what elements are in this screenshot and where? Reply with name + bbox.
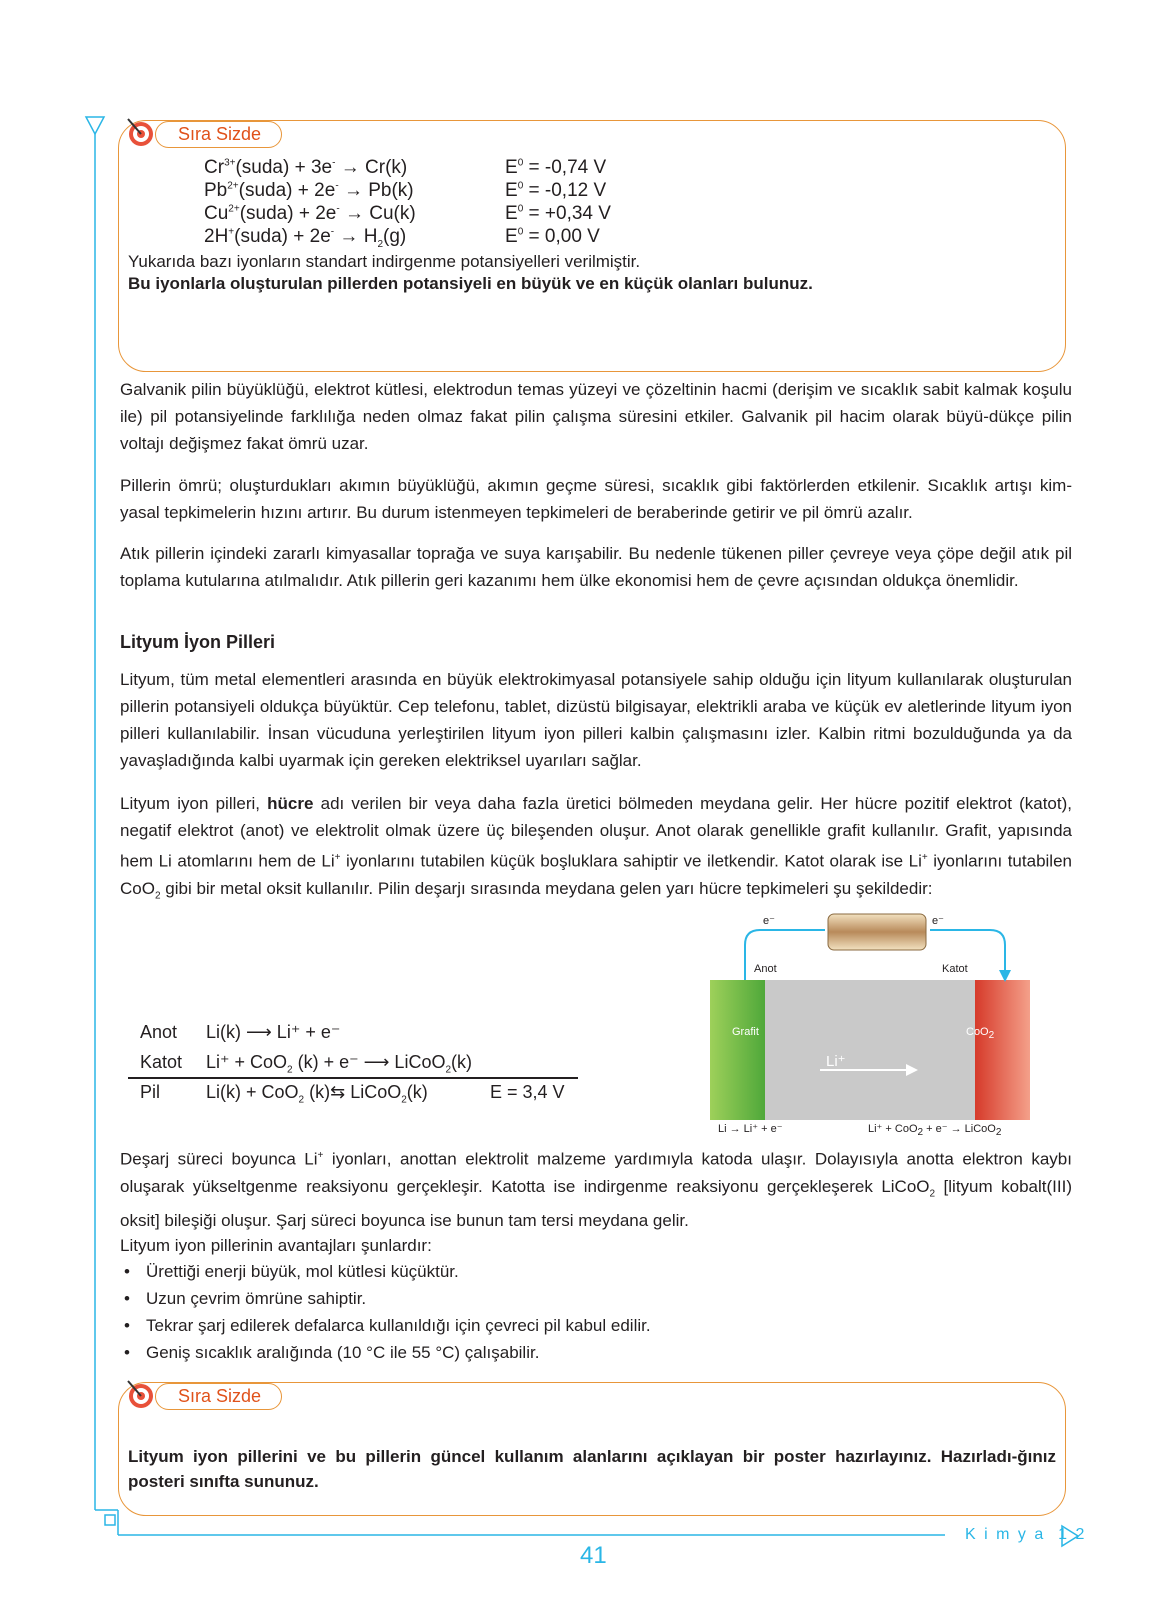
anode-reaction-label: Li → Li⁺ + e⁻ xyxy=(718,1123,783,1135)
katot-label: Katot xyxy=(140,1052,183,1072)
electron-label: e⁻ xyxy=(763,915,775,927)
katot-equation: Li⁺ + CoO$_2$ (k) + e⁻ ⟶ LiCoO$_2$(k) xyxy=(206,1052,473,1076)
cathode-reaction-label: Li⁺ + CoO$_2$ + e⁻ → LiCoO$_2$ xyxy=(868,1123,1002,1139)
box2-question: Lityum iyon pillerini ve bu pillerin güncel kullanım alanlarını açıklayan bir poster hazırlayınız. Hazırladı-ğınız posteri sınıfta sununuz. xyxy=(128,1447,1056,1491)
sira-sizde-tag: Sıra Sizde xyxy=(155,1383,282,1410)
box1-question: Bu iyonlarla oluşturulan pillerden potansiyeli en büyük ve en küçük olanları bulunuz. xyxy=(128,274,813,293)
electron-label: e⁻ xyxy=(932,915,944,927)
paragraph: Atık pillerin içindeki zararlı kimyasallar toprağa ve suya karışabilir. Bu nedenle tükenen piller çevreye veya çöpe değil atık pil toplama kutularına atılmalıdır. Atık pillerin geri kazanımı hem ülke ekonomisi hem de çevre açısından oldukça önemlidir. xyxy=(120,544,1072,590)
anot-label: Anot xyxy=(140,1022,178,1042)
coo2-label: CoO$_2$ xyxy=(966,1026,995,1042)
list-item: • Uzun çevrim ömrüne sahiptir. xyxy=(120,1285,651,1312)
e0-value: $E^0 = -0,74$ V xyxy=(505,157,607,178)
paragraph: Lityum, tüm metal elementleri arasında en büyük elektrokimyasal potansiyele sahip olduğu için lityum kullanılarak oluşturulan pillerin potansiyeli oldukça büyüktür. Cep telefonu, tablet, dizüstü bilgisayar, elektrikli araba ve küçük ev aletlerinde lityum iyon pilleri kullanılabilir. İnsan vücuduna yerleştirilen lityum iyon pilleri kalbin çalışmasını izler. Kalbin ritmi bozulduğunda ya da yavaşladığında kalbi uyarmak için gereken elektriksel uyarıları sağlar. xyxy=(120,670,1072,770)
e0-value: $E^0 = -0,12$ V xyxy=(505,180,607,201)
pil-equation: Li(k) + CoO$_2$ (k)⇆ LiCoO$_2$(k) xyxy=(206,1082,428,1106)
reaction-divider xyxy=(128,1077,578,1079)
equation-row: 2H+(suda) + $2e^- \to H_2(g)$ xyxy=(204,226,407,250)
paragraph: Lityum iyon pilleri, hücre adı verilen bir veya daha fazla üretici bölmeden meydana gelir. Her hücre pozitif elektrot (katot), negatif elektrot (anot) ve elektrolit olmak üzere üç bileşenden oluşur. Anot olarak genellikle grafit kullanılır. Grafit, yapısında hem Li atomlarını hem de Li+ iyonlarını tutabilen küçük boşluklara sahiptir ve iletkendir. Katot olarak ise Li+ iyonlarını tutabilen CoO$_2$ gibi bir metal oksit kullanılır. Pilin deşarjı sırasında meydana gelen yarı hücre tepkimeleri şu şekildedir: xyxy=(120,794,1072,902)
advantages-intro: Lityum iyon pillerinin avantajları şunlardır: xyxy=(120,1236,432,1255)
e0-value: $E^0 = +0,34$ V xyxy=(505,203,611,224)
e0-value: $E^0 = 0,00$ V xyxy=(505,226,600,247)
li-ion-label: Li⁺ xyxy=(826,1053,846,1070)
pil-voltage: E = 3,4 V xyxy=(490,1082,565,1102)
section-heading: Lityum İyon Pilleri xyxy=(120,632,276,652)
paragraph: Deşarj süreci boyunca Li+ iyonları, anottan elektrolit malzeme yardımıyla katoda ulaşır. Dolayısıyla anotta elektron kaybı oluşarak yükseltgenme reaksiyonu gerçekleşir. Katotta ise indirgenme reaksiyonu gerçekleşerek LiCoO$_2$ [lityum kobalt(III) oksit] bileşiği oluşur. Şarj süreci boyunca ise bunun tam tersi meydana gelir. xyxy=(120,1149,1072,1231)
subject-label: K i m y a 1 2 xyxy=(965,1526,1087,1543)
list-item: • Tekrar şarj edilerek defalarca kullanıldığı için çevreci pil kabul edilir. xyxy=(120,1312,651,1339)
sira-sizde-tag: Sıra Sizde xyxy=(155,121,282,148)
target-icon xyxy=(126,1379,156,1409)
page-number: 41 xyxy=(580,1542,607,1569)
box1-text: Yukarıda bazı iyonların standart indirgenme potansiyelleri verilmiştir. xyxy=(128,252,641,271)
katot-diagram-label: Katot xyxy=(942,963,968,975)
paragraph: Pillerin ömrü; oluşturdukları akımın büyüklüğü, akımın geçme süresi, sıcaklık gibi faktörlerden etkilenir. Sıcaklık artışı kim-yasal tepkimelerin hızını artırır. Bu durum istenmeyen tepkimeleri de beraberinde getirir ve pil ömrü azalır. xyxy=(120,476,1072,522)
list-item: • Ürettiği enerji büyük, mol kütlesi küçüktür. xyxy=(120,1258,651,1285)
advantages-list xyxy=(120,1258,651,1366)
target-icon xyxy=(126,117,156,147)
equation-row: $Cr^{3+}(suda) + 3e^- \to Cr(k)$ xyxy=(204,157,408,178)
equation-row: $Cu^{2+}(suda) + 2e^- \to Cu(k)$ xyxy=(204,203,416,224)
list-item: • Geniş sıcaklık aralığında (10 °C ile 55 °C) çalışabilir. xyxy=(120,1339,651,1366)
anot-equation: Li(k) ⟶ Li⁺ + e⁻ xyxy=(206,1022,341,1042)
equation-row: $Pb^{2+}(suda) + 2e^- \to Pb(k)$ xyxy=(204,180,414,201)
grafit-label: Grafit xyxy=(732,1026,759,1038)
anot-diagram-label: Anot xyxy=(754,963,777,975)
paragraph: Galvanik pilin büyüklüğü, elektrot kütlesi, elektrodun temas yüzeyi ve çözeltinin hacmi (derişim ve sıcaklık sabit kalmak koşulu ile) pil potansiyelinde farklılığa neden olmaz fakat pilin çalışma süresini etkiler. Galvanik pil hacim olarak büyü-dükçe pilin voltajı değişmez fakat ömrü uzar. xyxy=(120,380,1072,453)
pil-label: Pil xyxy=(140,1082,161,1102)
battery-diagram xyxy=(710,900,1040,1150)
